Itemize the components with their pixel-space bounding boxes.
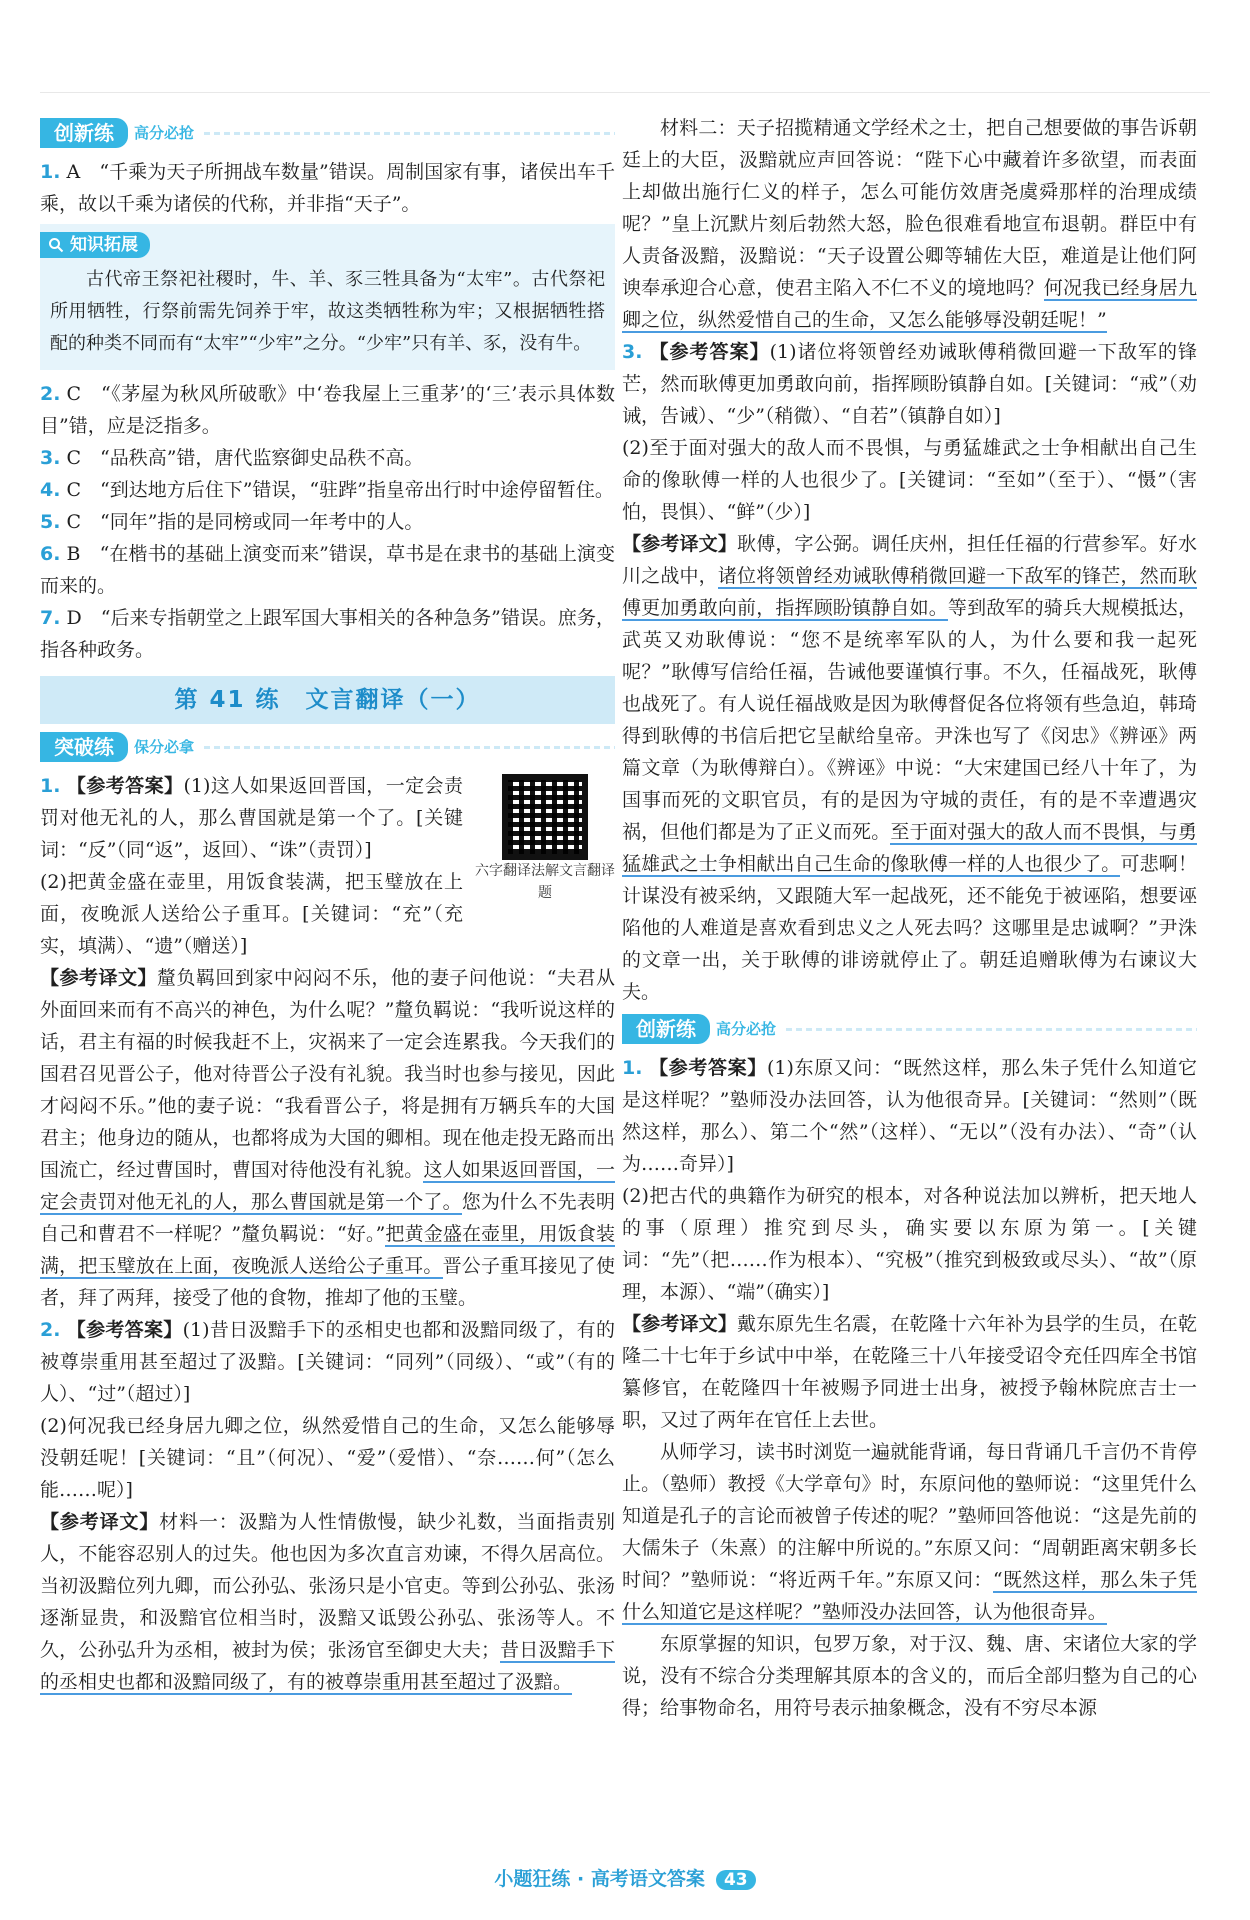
translation-label: 【参考译文】: [40, 1511, 160, 1533]
section-header-innovation-2: [622, 1014, 1197, 1044]
answer-text: C “品秩高”错，唐代监察御史品秩不高。: [66, 447, 424, 469]
top-divider: [40, 92, 1210, 93]
answer-item: [40, 506, 615, 538]
question-number: 1.: [40, 775, 61, 797]
answer-item: [40, 156, 615, 220]
translation-text: 耿傅，字公弼。调任庆州，担任任福的行营参军。好水川之战中，: [622, 533, 1197, 587]
question-number: 1.: [40, 161, 61, 183]
translation-label: 【参考译文】: [40, 967, 157, 989]
answer-item: [622, 1052, 1197, 1180]
translation-text: 晋公子重耳接见了使者，拜了两拜，接受了他的食物，推却了他的玉璧。: [40, 1255, 615, 1309]
answer-text: C “《茅屋为秋风所破歌》中‘卷我屋上三重茅’的‘三’表示具体数目”错，应是泛指多。: [40, 383, 615, 437]
answer-text: (1)东原又问：“既然这样，那么朱子凭什么知道它是这样呢？”塾师没办法回答，认为他很奇异。[关键词：“然则”（既然这样，那么）、第二个“然”（这样）、“无以”（没有办法）、“奇”（认为……奇异）]: [622, 1057, 1197, 1175]
translation: [622, 528, 1197, 1008]
translation-underlined: 这人如果返回晋国，一定会责罚对他无礼的人，那么曹国就是第一个了。: [40, 1159, 615, 1213]
question-number: 6.: [40, 543, 61, 565]
answer-text: (1)昔日汲黯手下的丞相史也都和汲黯同级了，有的被尊崇重用甚至超过了汲黯。[关键词：“同列”（同级）、“或”（有的人）、“过”（超过）]: [40, 1319, 615, 1405]
section-dashed-line: [204, 132, 615, 135]
knowledge-box: [40, 224, 615, 370]
qr-block: [475, 774, 615, 904]
translation-text: 您为什么不先表明自己和曹君不一样呢？”釐负羁说：“好。”: [40, 1191, 615, 1245]
translation: [40, 962, 615, 1314]
translation-text: 从师学习，读书时浏览一遍就能背诵，每日背诵几千言仍不肯停止。（塾师）教授《大学章句》时，东原问他的塾师说：“这里凭什么知道是孔子的言论而被曾子传述的呢？”塾师回答他说：“这是先前的大儒朱子（朱熹）的注解中所说的。”东原又问：“周朝距离宋朝多长时间？”塾师说：“将近两千年。”东原又问：: [622, 1441, 1197, 1591]
question-number: 7.: [40, 607, 61, 629]
answer-label: 【参考答案】: [648, 1057, 767, 1079]
section-label: 创新练: [40, 118, 128, 148]
answer-label: 【参考答案】: [66, 775, 184, 797]
magnifier-icon: [48, 237, 64, 253]
answer-item: [40, 1314, 615, 1410]
answer-text: D “后来专指朝堂之上跟军国大事相关的各种急务”错误。庶务，指各种政务。: [40, 607, 615, 661]
translation-text: 可悲啊！计谋没有被采纳，又跟随大军一起战死，还不能免于被诬陷，想要诬陷他的人难道是喜欢看到忠义之人死去吗？这哪里是忠诚啊？”尹洙的文章一出，关于耿傅的诽谤就停止了。朝廷追赠耿傅为右谏议大夫。: [622, 853, 1197, 1003]
answer-text: (1)诸位将领曾经劝诫耿傅稍微回避一下敌军的锋芒，然而耿傅更加勇敢向前，指挥顾盼镇静自如。[关键词：“戒”（劝诫，告诫）、“少”（稍微）、“自若”（镇静自如）]: [622, 341, 1197, 427]
translation: [40, 1506, 615, 1698]
translation-underlined: 何况我已经身居九卿之位，纵然爱惜自己的生命，又怎么能够辱没朝廷呢！”: [622, 277, 1197, 331]
answer-text: B “在楷书的基础上演变而来”错误，草书是在隶书的基础上演变而来的。: [40, 543, 615, 597]
translation-text: 戴东原先生名震，在乾隆十六年补为县学的生员，在乾隆二十七年于乡试中中举，在乾隆三十八年接受诏令充任四库全书馆纂修官，在乾隆四十年被赐予同进士出身，被授予翰林院庶吉士一职，又过了两年在官任上去世。: [622, 1313, 1197, 1431]
knowledge-tag: [40, 232, 150, 258]
knowledge-text: 古代帝王祭祀社稷时，牛、羊、豕三牲具备为“太牢”。古代祭祀所用牺牲，行祭前需先饲养于牢，故这类牺牲称为牢；又根据牺牲搭配的种类不同而有“太牢”“少牢”之分。“少牢”只有羊、豕，没有牛。: [50, 269, 605, 354]
lesson-title: 第 41 练 文言翻译（一）: [40, 676, 615, 724]
question-number: 3.: [622, 341, 643, 363]
question-number: 1.: [622, 1057, 643, 1079]
answer-text: (1)这人如果返回晋国，一定会责罚对他无礼的人，那么曹国就是第一个了。[关键词：“反”（同“返”，返回）、“诛”（责罚）]: [40, 775, 463, 861]
translation-underlined: 昔日汲黯手下的丞相史也都和汲黯同级了，有的被尊崇重用甚至超过了汲黯。: [40, 1639, 615, 1693]
translation-text: 材料二：天子招揽精通文学经术之士，把自己想要做的事告诉朝廷上的大臣，汲黯就应声回答说：“陛下心中藏着许多欲望，而表面上却做出施行仁义的样子，怎么可能仿效唐尧虞舜那样的治理成绩呢？”皇上沉默片刻后勃然大怒，脸色很难看地宣布退朝。群臣中有人责备汲黯，汲黯说：“天子设置公卿等辅佐大臣，难道是让他们阿谀奉承迎合心意，使君主陷入不仁不义的境地吗？: [622, 117, 1197, 299]
answer-text: (2)把黄金盛在壶里，用饭食装满，把玉璧放在上面，夜晚派人送给公子重耳。[关键词：“充”（充实，填满）、“遗”（赠送）]: [40, 871, 463, 957]
answer-text: C “同年”指的是同榜或同一年考中的人。: [66, 511, 424, 533]
question-number: 2.: [40, 1319, 61, 1341]
translation: [622, 1436, 1197, 1628]
translation: [622, 112, 1197, 336]
translation-text: 材料一：汲黯为人性情傲慢，缺少礼数，当面指责别人，不能容忍别人的过失。他也因为多次直言劝谏，不得久居高位。当初汲黯位列九卿，而公孙弘、张汤只是小官吏。等到公孙弘、张汤逐渐显贵，和汲黯官位相当时，汲黯又诋毁公孙弘、张汤等人。不久，公孙弘升为丞相，被封为侯；张汤官至御史大夫；: [40, 1511, 615, 1661]
section-dashed-line: [204, 746, 615, 749]
translation-label: 【参考译文】: [622, 1313, 738, 1335]
answer-label: 【参考答案】: [648, 341, 770, 363]
answer-item: [40, 442, 615, 474]
translation: [622, 1308, 1197, 1436]
qr-caption: 六字翻译法解文言翻译题: [475, 863, 615, 901]
translation-text: 釐负羁回到家中闷闷不乐，他的妻子问他说：“夫君从外面回来而有不高兴的神色，为什么呢？”釐负羁说：“我听说这样的话，君主有福的时候我赶不上，灾祸来了一定会连累我。今天我们的国君召见晋公子，他对待晋公子没有礼貌。我当时也参与接见，因此才闷闷不乐。”他的妻子说：“我看晋公子，将是拥有万辆兵车的大国君主；他身边的随从，也都将成为大国的卿相。现在他走投无路而出国流亡，经过曹国时，曹国对待他没有礼貌。: [40, 967, 615, 1181]
translation-text: 东原掌握的知识，包罗万象，对于汉、魏、唐、宋诸位大家的学说，没有不综合分类理解其原本的含义的，而后全部归整为自己的心得；给事物命名，用符号表示抽象概念，没有不穷尽本源: [622, 1633, 1197, 1719]
page-number: 43: [716, 1870, 756, 1890]
answer-item: [40, 474, 615, 506]
translation-underlined: 把黄金盛在壶里，用饭食装满，把玉璧放在上面，夜晚派人送给公子重耳。: [40, 1223, 615, 1277]
section-sublabel: 保分必拿: [134, 738, 195, 756]
answer-text: C “到达地方后住下”错误，“驻跸”指皇帝出行时中途停留暂住。: [66, 479, 614, 501]
answer-item: [40, 602, 615, 666]
section-sublabel: 高分必抢: [134, 124, 195, 142]
answer-text: (2)何况我已经身居九卿之位，纵然爱惜自己的生命，又怎么能够辱没朝廷呢！[关键词：“且”（何况）、“爱”（爱惜）、“奈……何”（怎么能……呢）]: [40, 1415, 615, 1501]
qr-code-icon[interactable]: [502, 774, 588, 860]
question-number: 4.: [40, 479, 61, 501]
question-number: 5.: [40, 511, 61, 533]
section-header-breakthrough: [40, 732, 615, 762]
section-dashed-line: [786, 1028, 1197, 1031]
footer-title: 小题狂练 · 高考语文答案: [494, 1868, 705, 1890]
right-column: [622, 112, 1197, 1724]
answer-item: [40, 378, 615, 442]
answer-item: [40, 538, 615, 602]
translation-text: 等到敌军的骑兵大规模抵达，武英又劝耿傅说：“您不是统率军队的人，为什么要和我一起死呢？”耿傅写信给任福，告诫他要谨慎行事。不久，任福战死，耿傅也战死了。有人说任福战败是因为耿傅督促各位将领有些急迫，韩琦得到耿傅的书信后把它呈献给皇帝。尹洙也写了《闵忠》《辨诬》两篇文章（为耿傅辩白）。《辨诬》中说：“大宋建国已经八十年了，为国事而死的文职官员，有的是因为守城的责任，有的是不幸遭遇灾祸，但他们都是为了正义而死。: [622, 597, 1197, 843]
section-header-innovation: [40, 118, 615, 148]
left-column: [40, 112, 615, 1698]
page-footer: [0, 1864, 1250, 1891]
section-sublabel: 高分必抢: [716, 1020, 777, 1038]
answer-text: A “千乘为天子所拥战车数量”错误。周制国家有事，诸侯出车千乘，故以千乘为诸侯的代称，并非指“天子”。: [40, 161, 615, 215]
translation-label: 【参考译文】: [622, 533, 738, 555]
answer-item: [622, 336, 1197, 432]
knowledge-tag-label: 知识拓展: [70, 235, 138, 255]
question-number: 2.: [40, 383, 61, 405]
translation-underlined: 诸位将领曾经劝诫耿傅稍微回避一下敌军的锋芒，然而耿傅更加勇敢向前，指挥顾盼镇静自如。: [622, 565, 1197, 619]
translation-underlined: 至于面对强大的敌人而不畏惧，与勇猛雄武之士争相献出自己生命的像耿傅一样的人也很少了。: [622, 821, 1197, 875]
answer-text: (2)至于面对强大的敌人而不畏惧，与勇猛雄武之士争相献出自己生命的像耿傅一样的人也很少了。[关键词：“至如”（至于）、“慑”（害怕，畏惧）、“鲜”（少）]: [622, 437, 1197, 523]
section-label: 创新练: [622, 1014, 710, 1044]
answer-label: 【参考答案】: [66, 1319, 183, 1341]
translation-underlined: “既然这样，那么朱子凭什么知道它是这样呢？”塾师没办法回答，认为他很奇异。: [622, 1569, 1197, 1623]
answer-text: (2)把古代的典籍作为研究的根本，对各种说法加以辨析，把天地人的事（原理）推究到尽头，确实要以东原为第一。[关键词：“先”（把……作为根本）、“究极”（推究到极致或尽头）、“故”（原理，本源）、“端”（确实）]: [622, 1185, 1197, 1303]
question-number: 3.: [40, 447, 61, 469]
section-label: 突破练: [40, 732, 128, 762]
